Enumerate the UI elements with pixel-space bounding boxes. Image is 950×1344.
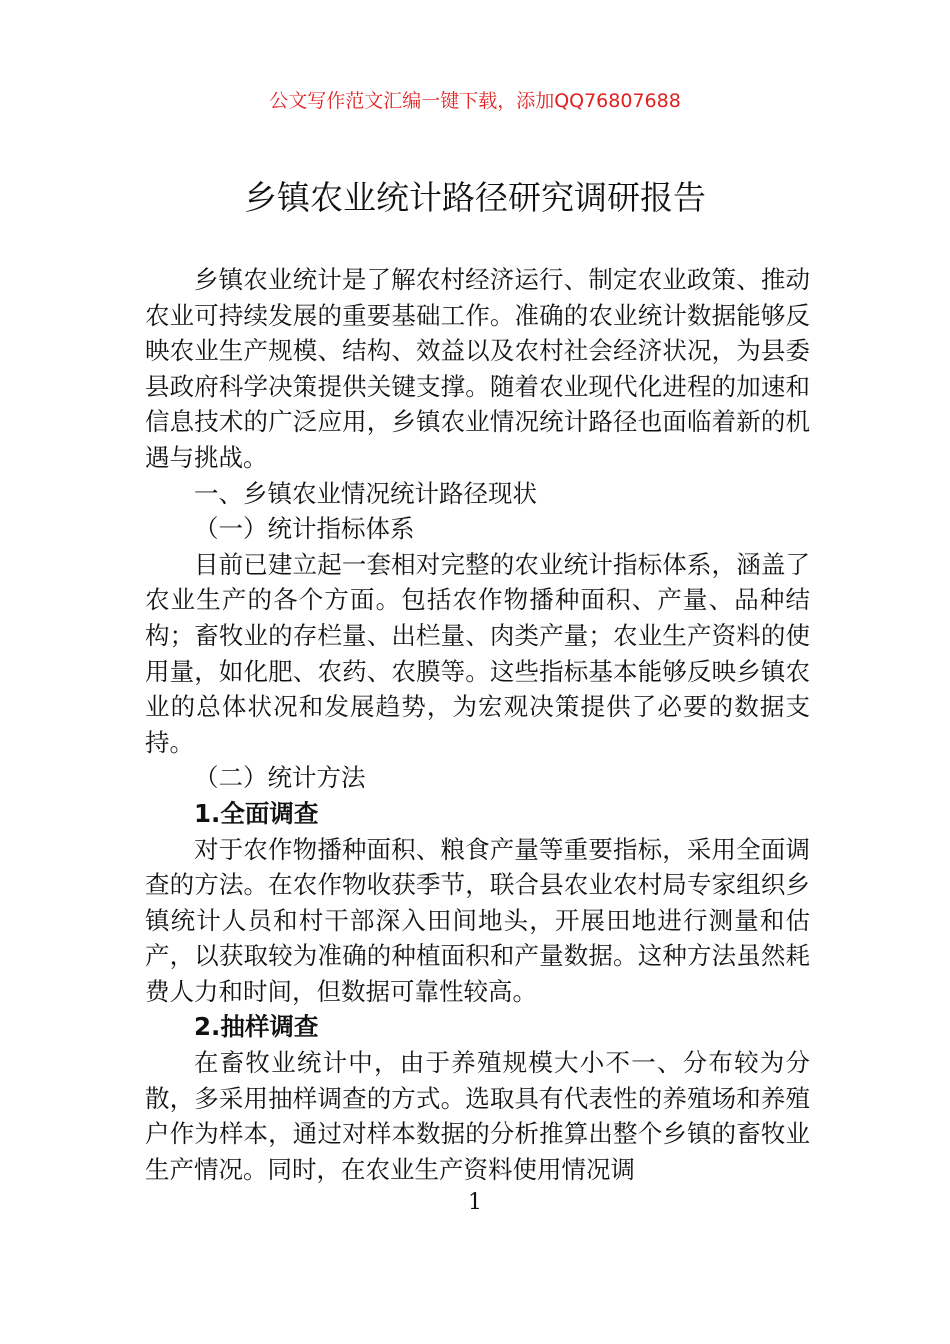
paragraph-sample-survey: 在畜牧业统计中，由于养殖规模大小不一、分布较为分散，多采用抽样调查的方式。选取具有代表性的养殖场和养殖户作为样本，通过对样本数据的分析推算出整个乡镇的畜牧业生产情况。同时，在农业生产资料使用情况调 bbox=[145, 1048, 810, 1184]
subsection-heading-2: （二）统计方法 bbox=[194, 763, 366, 793]
paragraph-indicator-system: 目前已建立起一套相对完整的农业统计指标体系，涵盖了农业生产的各个方面。包括农作物播种面积、产量、品种结构；畜牧业的存栏量、出栏量、肉类产量；农业生产资料的使用量，如化肥、农药、农膜等。这些指标基本能够反映乡镇农业的总体状况和发展趋势，为宏观决策提供了必要的数据支持。 bbox=[145, 549, 810, 757]
paragraph-full-survey: 对于农作物播种面积、粮食产量等重要指标，采用全面调查的方法。在农作物收获季节，联合县农业农村局专家组织乡镇统计人员和村干部深入田间地头，开展田地进行测量和估产，以获取较为准确的种植面积和产量数据。这种方法虽然耗费人力和时间，但数据可靠性较高。 bbox=[145, 834, 810, 1006]
section-heading-1: 一、乡镇农业情况统计路径现状 bbox=[194, 478, 537, 508]
page-number: 1 bbox=[468, 1190, 482, 1215]
paragraph-intro: 乡镇农业统计是了解农村经济运行、制定农业政策、推动农业可持续发展的重要基础工作。准确的农业统计数据能够反映农业生产规模、结构、效益以及农村社会经济状况，为县委县政府科学决策提供关键支撑。随着农业现代化进程的加速和信息技术的广泛应用，乡镇农业情况统计路径也面临着新的机遇与挑战。 bbox=[145, 265, 810, 472]
item-heading-full-survey: 1.全面调查 bbox=[194, 798, 319, 828]
document-body bbox=[145, 262, 810, 1187]
item-heading-sample-survey: 2.抽样调查 bbox=[194, 1012, 319, 1042]
subsection-heading-1: （一）统计指标体系 bbox=[194, 514, 415, 544]
header-note: 公文写作范文汇编一键下载，添加QQ76807688 bbox=[269, 90, 681, 112]
document-title: 乡镇农业统计路径研究调研报告 bbox=[244, 178, 706, 217]
